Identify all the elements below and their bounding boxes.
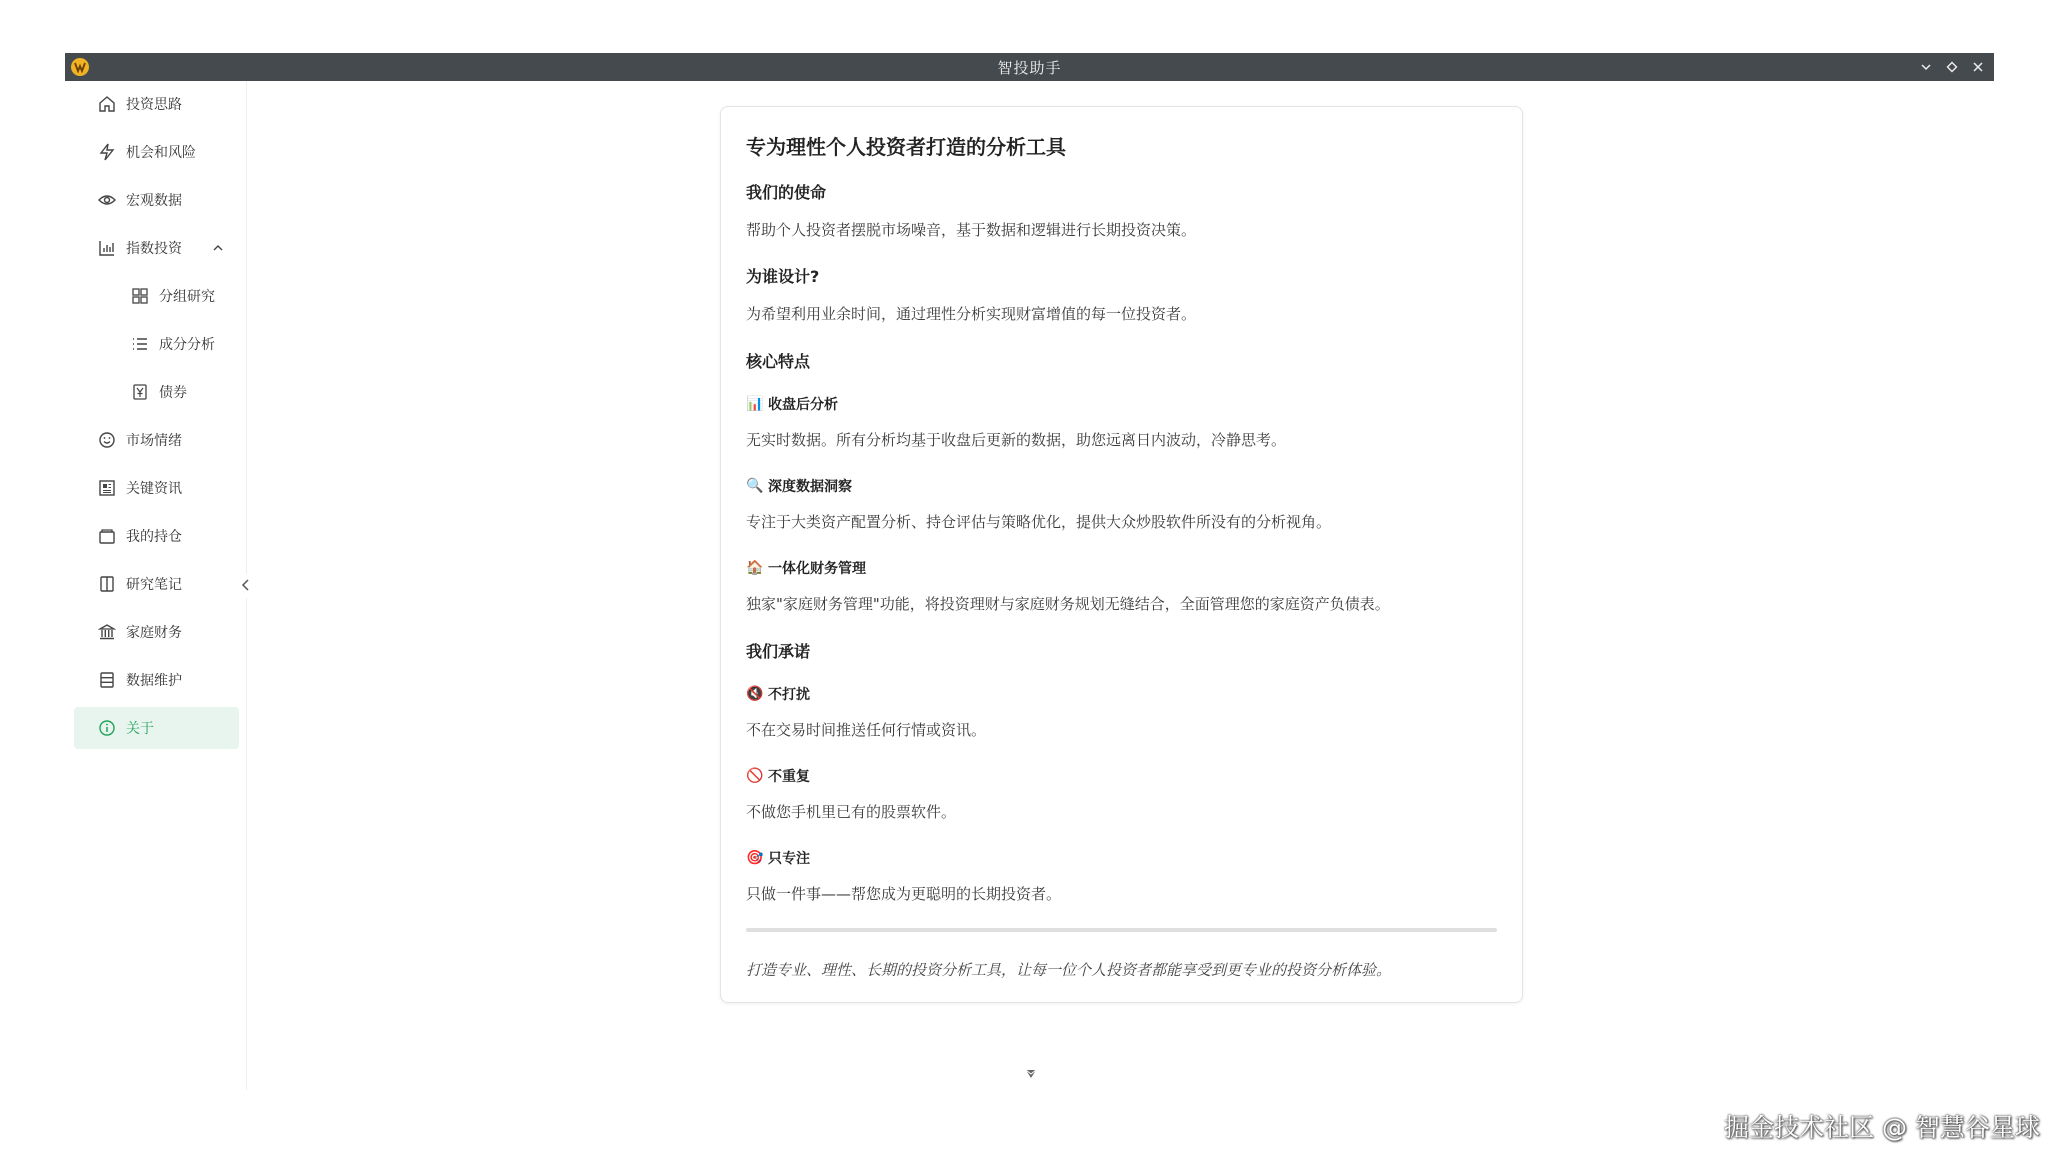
sidebar-item-label: 分组研究 [159, 289, 215, 305]
box-icon [96, 525, 118, 547]
page-title: 专为理性个人投资者打造的分析工具 [746, 135, 1066, 159]
sidebar-item-index-investing[interactable] [74, 227, 239, 269]
divider [746, 928, 1497, 932]
smile-icon [96, 429, 118, 451]
feature-title-text: 一体化财务管理 [768, 561, 866, 577]
sidebar-item-label: 我的持仓 [126, 529, 182, 545]
sidebar-item-my-holdings[interactable] [74, 515, 239, 557]
sidebar-item-investment-ideas[interactable] [74, 83, 239, 125]
sidebar-item-macro-data[interactable] [74, 179, 239, 221]
footer-tagline: 打造专业、理性、长期的投资分析工具，让每一位个人投资者都能享受到更专业的投资分析体验。 [746, 961, 1392, 979]
bar-chart-emoji-icon: 📊 [746, 396, 764, 412]
house-emoji-icon: 🏠 [746, 560, 764, 576]
sidebar-item-data-maintenance[interactable] [74, 659, 239, 701]
sidebar-item-label: 研究笔记 [126, 577, 182, 593]
promise-text: 不在交易时间推送任何行情或资讯。 [746, 721, 987, 739]
about-card [720, 106, 1523, 1003]
info-icon [96, 717, 118, 739]
feature-title-text: 收盘后分析 [768, 397, 838, 413]
sidebar-item-label: 关键资讯 [126, 481, 182, 497]
sidebar-item-label: 关于 [126, 721, 154, 737]
mission-heading: 我们的使命 [746, 183, 827, 202]
sidebar-item-label: 机会和风险 [126, 145, 196, 161]
newspaper-icon [96, 477, 118, 499]
close-icon[interactable] [1968, 57, 1988, 77]
promise-text: 不做您手机里已有的股票软件。 [746, 803, 957, 821]
features-heading: 核心特点 [746, 352, 811, 371]
feature-text: 独家"家庭财务管理"功能，将投资理财与家庭财务规划无缝结合，全面管理您的家庭资产负债表。 [746, 595, 1390, 613]
grid-icon [129, 285, 151, 307]
feature-title [746, 558, 866, 578]
sidebar-item-label: 市场情绪 [126, 433, 182, 449]
feature-text: 无实时数据。所有分析均基于收盘后更新的数据，助您远离日内波动，冷静思考。 [746, 431, 1287, 449]
prohibited-emoji-icon: 🚫 [746, 768, 764, 784]
audience-heading: 为谁设计? [746, 267, 820, 286]
sidebar-item-label: 家庭财务 [126, 625, 182, 641]
sidebar-item-key-news[interactable] [74, 467, 239, 509]
sidebar-collapse-button[interactable] [234, 574, 258, 598]
bank-icon [96, 621, 118, 643]
sidebar-item-label: 宏观数据 [126, 193, 182, 209]
sidebar-item-label: 债券 [159, 385, 187, 401]
feature-text: 专注于大类资产配置分析、持仓评估与策略优化，提供大众炒股软件所没有的分析视角。 [746, 513, 1332, 531]
sidebar-item-research-notes[interactable] [74, 563, 239, 605]
sidebar [65, 81, 247, 1090]
sidebar-item-label: 指数投资 [126, 241, 182, 257]
sidebar-item-about[interactable] [74, 707, 239, 749]
watermark: 掘金技术社区 @ 智慧谷星球 [1724, 1113, 2040, 1142]
magnifier-emoji-icon: 🔍 [746, 478, 764, 494]
window-title: 智投助手 [997, 58, 1062, 77]
feature-title [746, 476, 852, 496]
minimize-icon[interactable] [1916, 57, 1936, 77]
promise-heading: 我们承诺 [746, 642, 811, 661]
feature-title [746, 394, 838, 414]
eye-icon [96, 189, 118, 211]
promise-text: 只做一件事——帮您成为更聪明的长期投资者。 [746, 885, 1062, 903]
list-icon [129, 333, 151, 355]
promise-title-text: 不重复 [768, 769, 810, 785]
notebook-icon [96, 573, 118, 595]
sidebar-item-group-research[interactable] [74, 275, 239, 317]
promise-title-text: 不打扰 [768, 687, 810, 703]
promise-title [746, 766, 810, 786]
sidebar-item-market-sentiment[interactable] [74, 419, 239, 461]
lightning-icon [96, 141, 118, 163]
scroll-down-button[interactable] [1020, 1065, 1042, 1087]
promise-title-text: 只专注 [768, 851, 810, 867]
sidebar-item-bonds[interactable] [74, 371, 239, 413]
maximize-icon[interactable] [1942, 57, 1962, 77]
promise-title [746, 848, 810, 868]
window-titlebar [65, 53, 1994, 81]
mute-emoji-icon: 🔇 [746, 686, 764, 702]
sidebar-item-opportunity-risk[interactable] [74, 131, 239, 173]
sidebar-item-label: 投资思路 [126, 97, 182, 113]
mission-text: 帮助个人投资者摆脱市场噪音，基于数据和逻辑进行长期投资决策。 [746, 221, 1197, 239]
chevron-up-icon[interactable] [209, 239, 227, 257]
sidebar-item-component-analysis[interactable] [74, 323, 239, 365]
home-icon [96, 93, 118, 115]
audience-text: 为希望利用业余时间，通过理性分析实现财富增值的每一位投资者。 [746, 305, 1197, 323]
feature-title-text: 深度数据洞察 [768, 479, 852, 495]
target-emoji-icon: 🎯 [746, 850, 764, 866]
yen-doc-icon [129, 381, 151, 403]
sidebar-item-family-finance[interactable] [74, 611, 239, 653]
app-logo-icon [70, 57, 90, 77]
sidebar-item-label: 成分分析 [159, 337, 215, 353]
chevron-left-icon [239, 577, 253, 596]
chevron-down-icon [1023, 1066, 1039, 1086]
bar-chart-icon [96, 237, 118, 259]
promise-title [746, 684, 810, 704]
database-icon [96, 669, 118, 691]
sidebar-item-label: 数据维护 [126, 673, 182, 689]
